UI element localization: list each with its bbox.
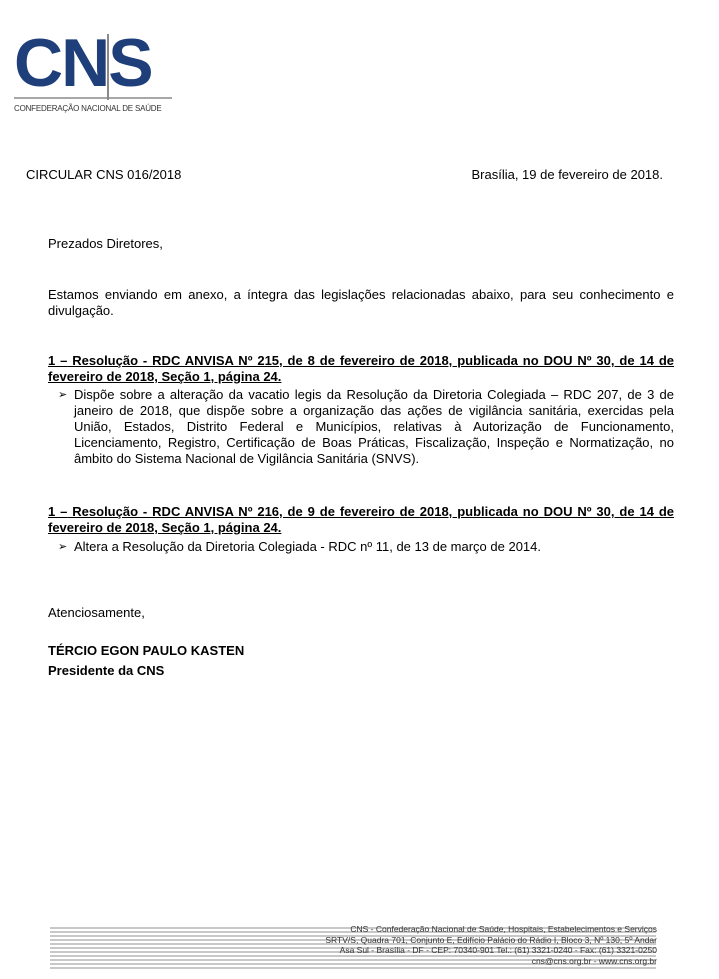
item-1-bullet-text: Dispõe sobre a alteração da vacatio legis da Resolução da Diretoria Colegiada – RDC 207, de 3 de janeiro de 2018, que dispõe sobre a organização das ações de vigilância sanitária, exercidas pela União, Estados, Distrito Federal e Municípios, relativas à Autorização de Funcionamento, Licenciamento, Registro, Certificação de Boas Práticas, Fiscalização, Inspeção e Normatização, no âmbito do Sistema Nacional de Vigilância Sanitária (SNVS). [74, 387, 674, 466]
cns-logo [14, 28, 174, 118]
cns-logo-subtitle: CONFEDERAÇÃO NACIONAL DE SAÚDE [14, 104, 162, 113]
arrow-bullet-icon: ➢ [58, 541, 68, 553]
item-2-number: 1 – [48, 504, 68, 519]
footer-address [325, 924, 657, 966]
cns-logo-letters [14, 28, 174, 104]
signatory-role: Presidente da CNS [48, 663, 165, 678]
item-2-bullet [58, 539, 674, 555]
intro-paragraph: Estamos enviando em anexo, a íntegra das legislações relacionadas abaixo, para seu conhecimento e divulgação. [48, 287, 674, 318]
signatory-name: TÉRCIO EGON PAULO KASTEN [48, 643, 245, 658]
item-2-bullet-text: Altera a Resolução da Diretoria Colegiada - RDC nº 11, de 13 de março de 2014. [74, 539, 541, 554]
document-date: Brasília, 19 de fevereiro de 2018. [471, 167, 663, 182]
closing: Atenciosamente, [48, 605, 145, 620]
circular-number: CIRCULAR CNS 016/2018 [26, 167, 182, 182]
footer-line-4: cns@cns.org.br - www.cns.org.br [531, 955, 657, 966]
greeting: Prezados Diretores, [48, 236, 163, 251]
item-1-title: Resolução - RDC ANVISA Nº 215, de 8 de fevereiro de 2018, publicada no DOU Nº 30, de 14 de fevereiro de 2018, Seção 1, página 24. [48, 353, 674, 384]
footer-line-2: SRTV/S, Quadra 701, Conjunto E, Edifício Palácio do Rádio I, Bloco 3, Nº 130, 5º Andar [325, 934, 657, 945]
arrow-bullet-icon: ➢ [58, 389, 68, 401]
item-1-number: 1 – [48, 353, 68, 368]
footer-line-3: Asa Sul - Brasília - DF - CEP: 70340-901 Tel.: (61) 3321-0240 - Fax: (61) 3321-0250 [339, 945, 657, 955]
item-2-heading [48, 504, 674, 536]
item-1-bullet [58, 387, 674, 467]
item-2-title: Resolução - RDC ANVISA Nº 216, de 9 de fevereiro de 2018, publicada no DOU Nº 30, de 14 de fevereiro de 2018, Seção 1, página 24. [48, 504, 674, 535]
item-1-heading [48, 353, 674, 385]
footer-line-1: CNS - Confederação Nacional de Saúde, Hospitais, Estabelecimentos e Serviços [350, 924, 657, 934]
svg-text:CNS: CNS [14, 28, 152, 101]
